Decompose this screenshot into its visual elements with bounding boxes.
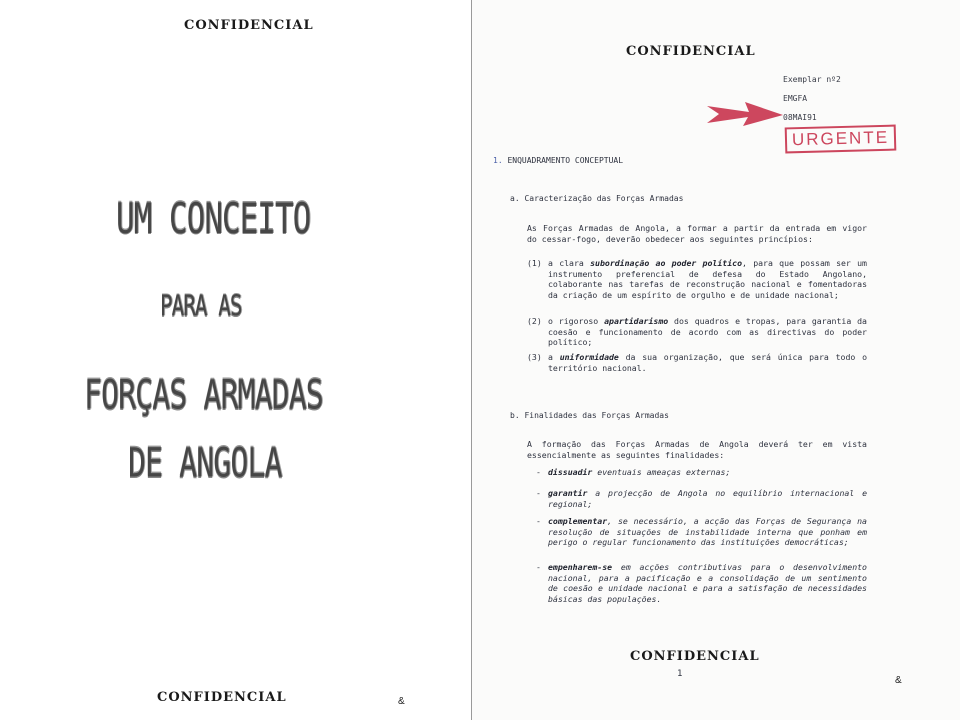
cover-title-line-2: PARA AS: [160, 290, 242, 323]
doc-footer-confidencial: CONFIDENCIAL: [630, 649, 760, 664]
section-1-heading: [493, 156, 623, 165]
subsection-a-title: a. Caracterização das Forças Armadas: [510, 194, 684, 203]
urgente-stamp: URGENTE: [785, 125, 897, 154]
list-item: (2) o rigoroso apartidarismo dos quadros e tropas, para garantia da coesão e funcionamento de acordo com as directivas do poder político;: [527, 316, 867, 347]
doc-meta-block: [783, 70, 841, 127]
cover-header-confidencial: CONFIDENCIAL: [184, 18, 314, 33]
cover-footer-confidencial: CONFIDENCIAL: [157, 690, 287, 705]
section-1-number: 1.: [493, 156, 503, 165]
list-item: - complementar, se necessário, a acção das Forças de Segurança na resolução de situações de instabilidade interna que ponham em perigo o regular funcionamento das instituições democráticas;: [536, 516, 867, 547]
list-item: - empenharem-se em acções contributivas para o desenvolvimento nacional, para a pacificação e a consolidação de um sentimento de coesão e unidade nacional e para a satisfação de necessidades básicas das populações.: [536, 562, 867, 604]
cover-title-line-3: FORÇAS ARMADAS: [84, 372, 323, 420]
list-item: - dissuadir eventuais ameaças externas;: [536, 467, 731, 477]
subsection-b-title: b. Finalidades das Forças Armadas: [510, 411, 669, 420]
date-label: 08MAI91: [783, 113, 817, 122]
org-label: EMGFA: [783, 94, 808, 103]
cover-title-line-4: DE ANGOLA: [128, 440, 282, 488]
subsection-b-intro: A formação das Forças Armadas de Angola deverá ter em vista essencialmente as seguintes finalidades:: [527, 439, 867, 460]
subsection-a-intro: As Forças Armadas de Angola, a formar a partir da entrada em vigor do cessar-fogo, deverão obedecer aos seguintes princípios:: [527, 223, 867, 244]
document-page: [471, 0, 960, 720]
list-item: (3) a uniformidade da sua organização, que será única para todo o território nacional.: [527, 352, 868, 373]
exemplar-label: Exemplar nº2: [783, 75, 841, 84]
cover-page: [0, 0, 470, 720]
cover-footer-mark: &: [398, 696, 405, 707]
red-arrow-icon: [705, 96, 785, 130]
page-number: 1: [677, 669, 683, 679]
doc-header-confidencial: CONFIDENCIAL: [626, 44, 756, 59]
list-item: - garantir a projecção de Angola no equilíbrio internacional e regional;: [536, 488, 867, 509]
list-item: (1) a clara subordinação ao poder político, para que possam ser um instrumento preferencial de defesa do Estado Angolano, colaborante nas tarefas de reconstrução nacional e fomentadoras da criação de um espírito de orgulho e de unidade nacional;: [527, 258, 867, 300]
cover-title-line-1: UM CONCEITO: [116, 195, 311, 244]
section-1-title: ENQUADRAMENTO CONCEPTUAL: [507, 156, 624, 165]
doc-footer-mark: &: [895, 675, 902, 686]
